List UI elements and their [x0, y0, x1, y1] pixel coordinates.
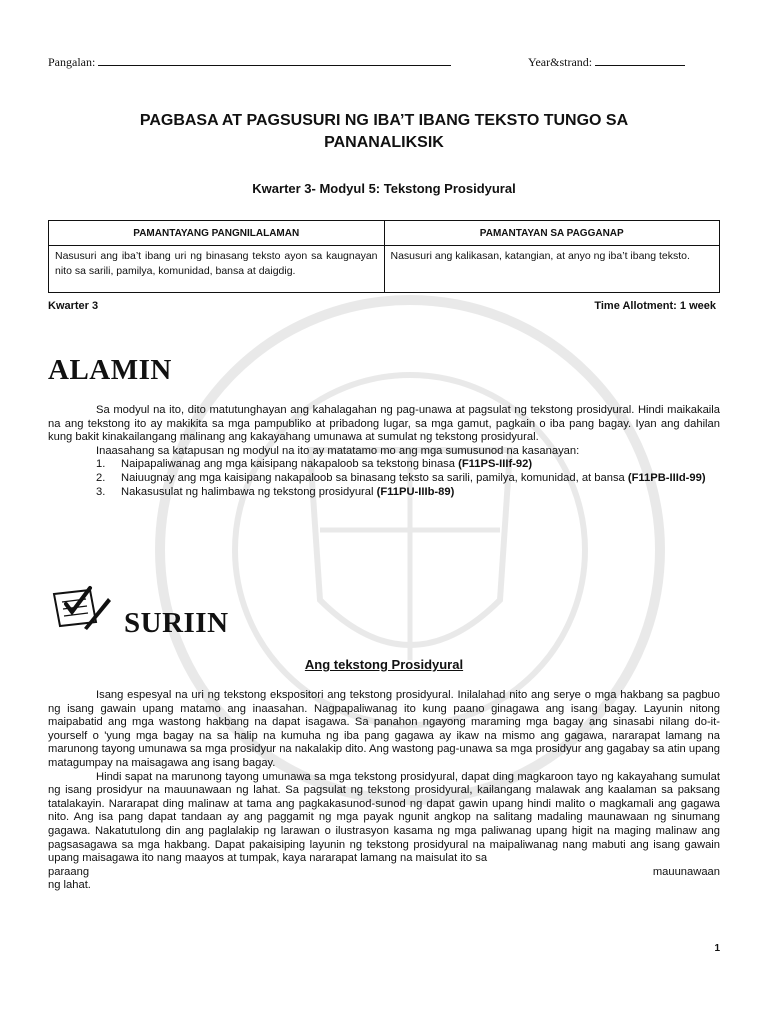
- yearstrand-blank[interactable]: [595, 54, 685, 66]
- objectives-list: [48, 458, 720, 499]
- objective-item: [48, 458, 720, 472]
- suriin-body: [48, 689, 720, 893]
- suriin-paragraph-2-end: ng lahat.: [48, 879, 91, 892]
- quarter-row: [48, 300, 716, 312]
- name-label: Pangalan:: [48, 55, 96, 69]
- objective-item: [48, 486, 720, 500]
- alamin-paragraph-2: Inaasahang sa katapusan ng modyul na ito ay matatamo mo ang mga sumusunod na kasanayan:: [96, 444, 580, 457]
- objective-number: 1.: [96, 458, 106, 471]
- time-allotment: Time Allotment: 1 week: [594, 300, 716, 312]
- suriin-paragraph-1: Isang espesyal na uri ng tekstong ekspositori ang tekstong prosidyural. Inilalahad nito ang serye o mga hakbang sa pagbuo ng isang gawain upang matamo ang inaasahan. Nagpapaliwanag ito kung paano ginagawa ang isang bagay. Layunin nitong maipabatid ang mga wastong hakbang na dapat isagawa. Sa panahon ngayong maraming mga bagay ang sinasabi nilang do-it-yourself o 'yung mga bagay na sa halip na kumuha ng iba pang gagawa ay ikaw na mismo ang gagawa, nararapat lamang na marunong tayong umunawa sa mga prosidyur na nakalakip dito. Ang wastong pag-unawa sa mga prosidyur ang gagabay sa atin upang matagumpay na maisagawa ang isang bagay.: [48, 689, 720, 769]
- suriin-heading: SURIIN: [124, 607, 229, 639]
- module-subtitle: Kwarter 3- Modyul 5: Tekstong Prosidyural: [252, 181, 516, 196]
- performance-standard-header: PAMANTAYAN SA PAGGANAP: [384, 221, 720, 246]
- name-blank[interactable]: [98, 54, 451, 66]
- standards-table: [48, 220, 720, 293]
- spread-word-left: paraang: [48, 865, 90, 878]
- spread-word-right: mauunawaan: [652, 865, 720, 878]
- suriin-paragraph-2: Hindi sapat na marunong tayong umunawa sa mga tekstong prosidyural, dapat ding magkaroon tayo ng kakayahang sumulat ng isang prosidyur na mauunawaan ng lahat. Sa pagsulat ng tekstong prosidyural, kailangang malawak ang kaalaman sa paksang tatalakayin. Nararapat ding malinaw at tama ang pagkakasunod-sunod ng dapat gawin upang hindi malito o magkamali ang gagawa nito. Ang isa pang dapat tandaan ay ang paggamit ng mga payak ngunit angkop na salitang madaling maunawaan ng sinumang gagawa. Nakatutulong din ang paglalakip ng larawan o ilustrasyon kasama ng mga paliwanag upang higit na maging malinaw ang pagsasagawa sa mga hakbang. Dapat pakaisiping layunin ng tekstong prosidyural na maipaliwanag nang mabuti ang isang gawain upang maisagawa ito nang maayos at tumpak, kaya nararapat lamang na maisulat ito sa: [48, 770, 720, 865]
- alamin-body: [48, 404, 720, 499]
- objective-number: 2.: [96, 471, 106, 484]
- page-number: 1: [714, 943, 720, 954]
- quarter-label: Kwarter 3: [48, 300, 99, 312]
- objective-text: Naiuugnay ang mga kaisipang nakapaloob sa binasang teksto sa sarili, pamilya, komunidad, at bansa: [121, 471, 625, 484]
- alamin-paragraph-1: Sa modyul na ito, dito matutunghayan ang kahalagahan ng pag-unawa at pagsulat ng tekstong prosidyural. Hindi maikakaila na ang tekstong ito ay makikita sa mga pampubliko at pribadong lugar, sa mga gamut, pagkain o iba pang bagay. Iyan ang dahilan kung bakit kinakailangang malinang ang kakayahang umunawa at sumulat ng tekstong prosidyural.: [48, 404, 720, 444]
- module-title-line2: PANANALIKSIK: [324, 134, 444, 151]
- objective-text: Nakasusulat ng halimbawa ng tekstong prosidyural: [121, 485, 374, 498]
- alamin-heading: ALAMIN: [48, 354, 172, 386]
- objective-code: (F11PB-IIId-99): [627, 471, 706, 484]
- objective-text: Naipapaliwanag ang mga kaisipang nakapaloob sa tekstong binasa: [121, 458, 455, 471]
- module-title: [48, 110, 720, 154]
- checklist-pen-icon: [50, 584, 112, 630]
- content-standard-header: PAMANTAYANG PANGNILALAMAN: [49, 221, 385, 246]
- objective-number: 3.: [96, 485, 106, 498]
- objective-code: (F11PU-IIIb-89): [376, 485, 455, 498]
- content-standard-cell: Nasusuri ang iba’t ibang uri ng binasang teksto ayon sa kaugnayan nito sa sarili, pamilya, komunidad, bansa at daigdig.: [49, 246, 385, 293]
- performance-standard-cell: Nasusuri ang kalikasan, katangian, at anyo ng iba’t ibang teksto.: [384, 246, 720, 293]
- section-title: Ang tekstong Prosidyural: [304, 657, 464, 672]
- objective-code: (F11PS-IIIf-92): [458, 458, 533, 471]
- suriin-paragraph-2-spread-line: [48, 866, 720, 880]
- objective-item: [48, 472, 720, 486]
- yearstrand-label: Year&strand:: [528, 55, 593, 69]
- module-title-line1: PAGBASA AT PAGSUSURI NG IBA’T IBANG TEKSTO TUNGO SA: [139, 112, 629, 129]
